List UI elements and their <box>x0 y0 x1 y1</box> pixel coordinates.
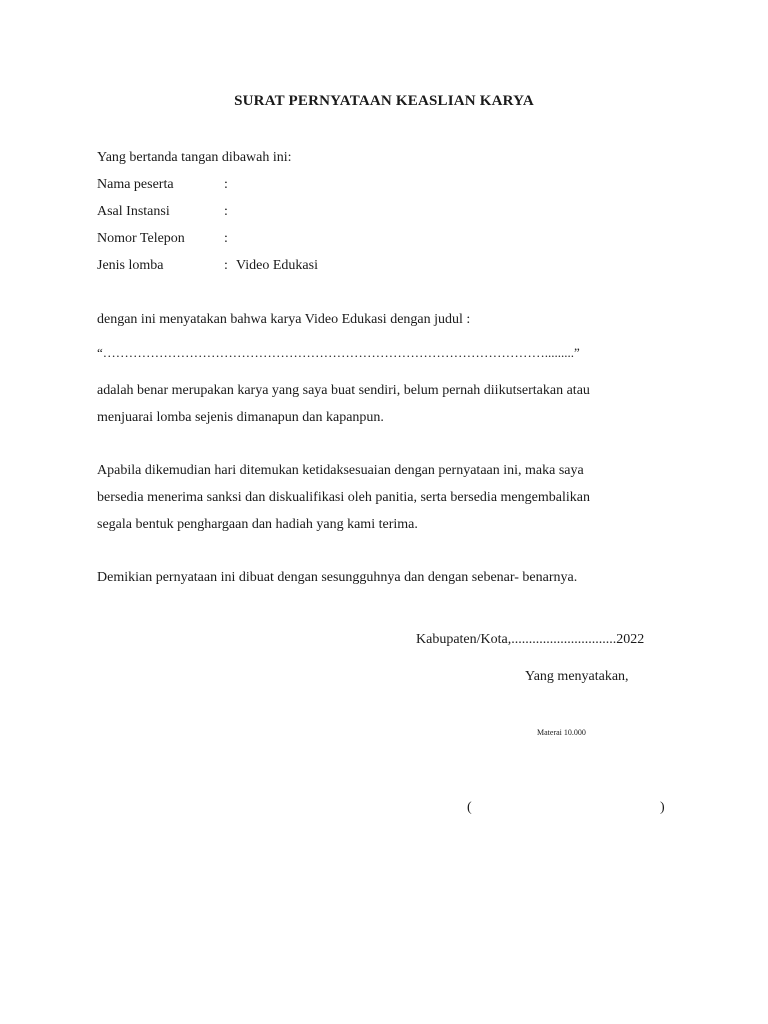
field-value-lomba: Video Edukasi <box>236 258 318 273</box>
place-date: Kabupaten/Kota,..............................2022 <box>416 632 645 647</box>
field-sep-lomba: : <box>224 258 228 273</box>
statement-line: dengan ini menyatakan bahwa karya Video Edukasi dengan judul : <box>97 312 471 327</box>
field-label-instansi: Asal Instansi <box>97 204 170 219</box>
title-placeholder: “………………………………………………………………………………………….........” <box>97 345 580 360</box>
paragraph1-line2: menjuarai lomba sejenis dimanapun dan kapanpun. <box>97 410 384 425</box>
field-sep-telepon: : <box>224 231 228 246</box>
field-sep-nama: : <box>224 177 228 192</box>
paragraph2-line1: Apabila dikemudian hari ditemukan ketidaksesuaian dengan pernyataan ini, maka saya <box>97 463 584 478</box>
paragraph2-line3: segala bentuk penghargaan dan hadiah yang kami terima. <box>97 517 418 532</box>
field-label-telepon: Nomor Telepon <box>97 231 185 246</box>
field-sep-instansi: : <box>224 204 228 219</box>
intro-text: Yang bertanda tangan dibawah ini: <box>97 150 292 165</box>
stamp-label: Materai 10.000 <box>537 728 586 737</box>
paragraph2-line2: bersedia menerima sanksi dan diskualifikasi oleh panitia, serta bersedia mengembalikan <box>97 490 590 505</box>
signer-name-close-paren: ) <box>660 800 665 815</box>
signer-label: Yang menyatakan, <box>525 669 629 684</box>
document-title: SURAT PERNYATAAN KEASLIAN KARYA <box>234 93 534 109</box>
signer-name-open-paren: ( <box>467 800 472 815</box>
closing-statement: Demikian pernyataan ini dibuat dengan sesungguhnya dan dengan sebenar- benarnya. <box>97 570 578 585</box>
paragraph1-line1: adalah benar merupakan karya yang saya buat sendiri, belum pernah diikutsertakan atau <box>97 383 590 398</box>
field-label-lomba: Jenis lomba <box>97 258 164 273</box>
field-label-nama: Nama peserta <box>97 177 174 192</box>
